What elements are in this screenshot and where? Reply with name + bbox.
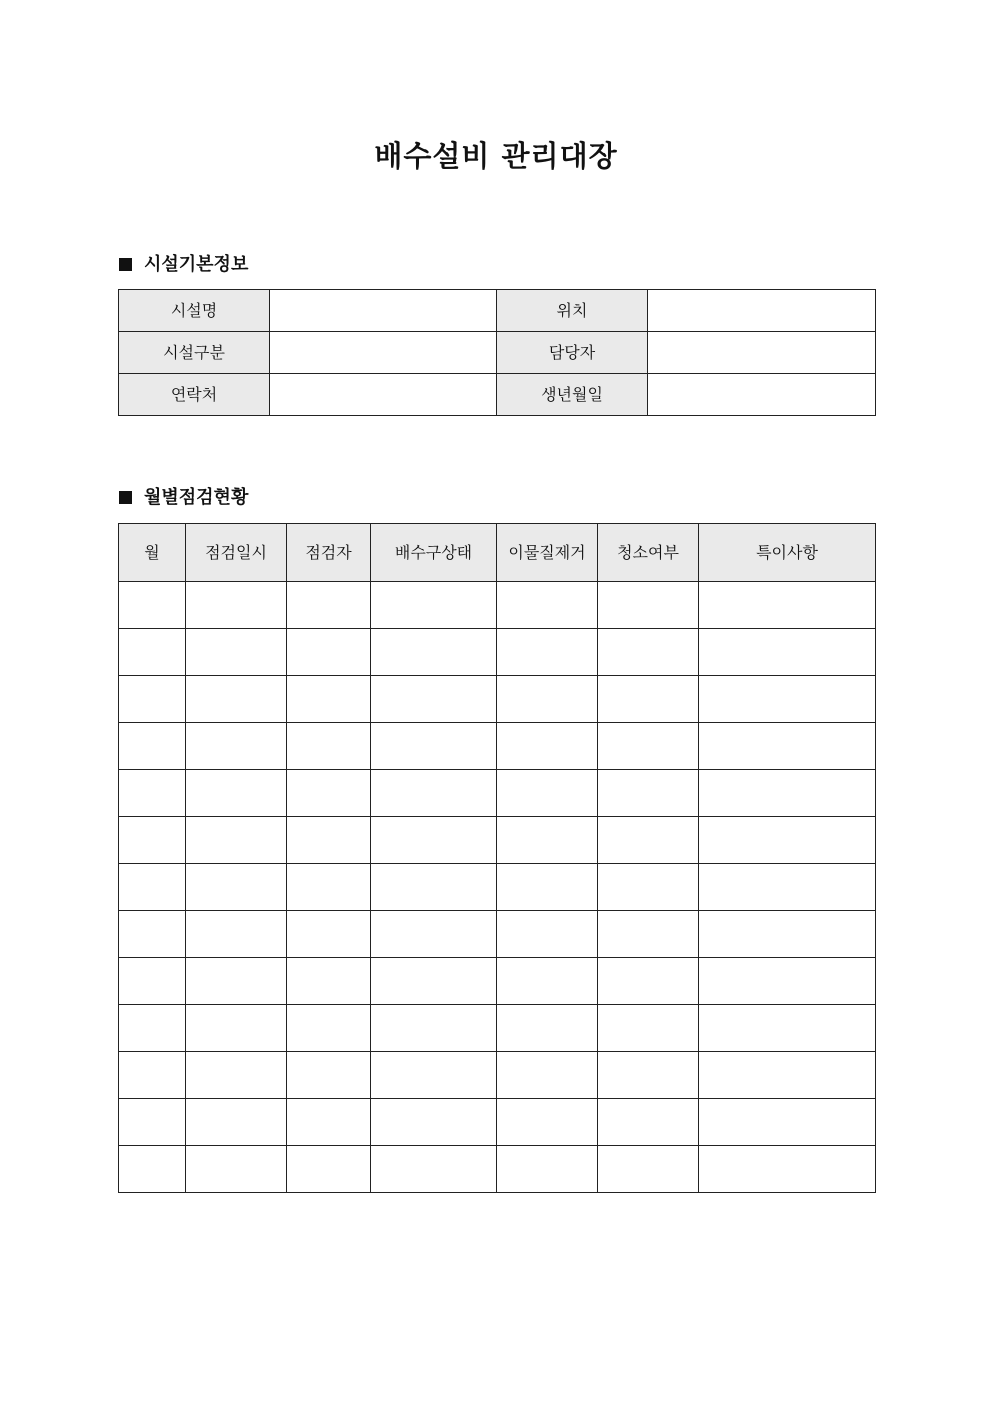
basic-info-row	[119, 374, 876, 416]
section-heading-monthly-inspection	[119, 486, 248, 510]
inspector-cell[interactable]	[287, 629, 371, 676]
inspection-datetime-cell[interactable]	[186, 582, 287, 629]
remarks-cell[interactable]	[699, 723, 876, 770]
debris-removal-cell[interactable]	[497, 1146, 598, 1193]
remarks-cell[interactable]	[699, 958, 876, 1005]
location-label: 위치	[497, 290, 648, 332]
inspector-cell[interactable]	[287, 1052, 371, 1099]
drain-condition-cell[interactable]	[371, 958, 497, 1005]
inspection-datetime-cell[interactable]	[186, 817, 287, 864]
cleaning-status-cell[interactable]	[598, 582, 699, 629]
month-cell[interactable]	[119, 817, 186, 864]
month-cell[interactable]	[119, 1005, 186, 1052]
location-field[interactable]	[648, 290, 876, 332]
month-cell[interactable]	[119, 723, 186, 770]
black-square-bullet-icon	[119, 491, 132, 504]
inspector-cell[interactable]	[287, 1005, 371, 1052]
drain-condition-cell[interactable]	[371, 1005, 497, 1052]
remarks-cell[interactable]	[699, 1146, 876, 1193]
inspector-cell[interactable]	[287, 817, 371, 864]
drain-condition-cell[interactable]	[371, 1146, 497, 1193]
drain-condition-cell[interactable]	[371, 629, 497, 676]
remarks-cell[interactable]	[699, 770, 876, 817]
monthly-inspection-table	[118, 523, 876, 1193]
inspection-datetime-cell[interactable]	[186, 723, 287, 770]
inspector-cell[interactable]	[287, 1146, 371, 1193]
remarks-cell[interactable]	[699, 1052, 876, 1099]
remarks-cell[interactable]	[699, 1099, 876, 1146]
remarks-cell[interactable]	[699, 1005, 876, 1052]
black-square-bullet-icon	[119, 258, 132, 271]
debris-removal-cell[interactable]	[497, 911, 598, 958]
birth-date-label: 생년월일	[497, 374, 648, 416]
table-row	[119, 911, 876, 958]
drain-condition-cell[interactable]	[371, 723, 497, 770]
column-header-debris-removal: 이물질제거	[497, 524, 598, 582]
remarks-cell[interactable]	[699, 817, 876, 864]
month-cell[interactable]	[119, 1099, 186, 1146]
debris-removal-cell[interactable]	[497, 958, 598, 1005]
debris-removal-cell[interactable]	[497, 629, 598, 676]
remarks-cell[interactable]	[699, 676, 876, 723]
cleaning-status-cell[interactable]	[598, 629, 699, 676]
table-row	[119, 770, 876, 817]
column-header-cleaning-status: 청소여부	[598, 524, 699, 582]
drain-condition-cell[interactable]	[371, 817, 497, 864]
table-row	[119, 817, 876, 864]
contact-label: 연락처	[119, 374, 270, 416]
month-cell[interactable]	[119, 1052, 186, 1099]
cleaning-status-cell[interactable]	[598, 817, 699, 864]
table-header-row	[119, 524, 876, 582]
inspection-datetime-cell[interactable]	[186, 770, 287, 817]
month-cell[interactable]	[119, 770, 186, 817]
debris-removal-cell[interactable]	[497, 582, 598, 629]
table-row	[119, 1052, 876, 1099]
cleaning-status-cell[interactable]	[598, 770, 699, 817]
cleaning-status-cell[interactable]	[598, 864, 699, 911]
inspection-datetime-cell[interactable]	[186, 1005, 287, 1052]
inspection-datetime-cell[interactable]	[186, 1146, 287, 1193]
table-row	[119, 864, 876, 911]
table-row	[119, 676, 876, 723]
inspection-datetime-cell[interactable]	[186, 958, 287, 1005]
drain-condition-cell[interactable]	[371, 676, 497, 723]
inspector-cell[interactable]	[287, 958, 371, 1005]
cleaning-status-cell[interactable]	[598, 1005, 699, 1052]
cleaning-status-cell[interactable]	[598, 1099, 699, 1146]
drain-condition-cell[interactable]	[371, 864, 497, 911]
contact-field[interactable]	[270, 374, 497, 416]
inspector-cell[interactable]	[287, 864, 371, 911]
table-row	[119, 958, 876, 1005]
inspection-datetime-cell[interactable]	[186, 864, 287, 911]
debris-removal-cell[interactable]	[497, 817, 598, 864]
basic-info-row	[119, 290, 876, 332]
drain-condition-cell[interactable]	[371, 1052, 497, 1099]
inspector-cell[interactable]	[287, 1099, 371, 1146]
debris-removal-cell[interactable]	[497, 1005, 598, 1052]
remarks-cell[interactable]	[699, 911, 876, 958]
column-header-drain-condition: 배수구상태	[371, 524, 497, 582]
column-header-inspector: 점검자	[287, 524, 371, 582]
inspector-cell[interactable]	[287, 582, 371, 629]
inspection-datetime-cell[interactable]	[186, 1052, 287, 1099]
debris-removal-cell[interactable]	[497, 1052, 598, 1099]
manager-field[interactable]	[648, 332, 876, 374]
inspector-cell[interactable]	[287, 676, 371, 723]
inspector-cell[interactable]	[287, 723, 371, 770]
debris-removal-cell[interactable]	[497, 864, 598, 911]
table-row	[119, 1099, 876, 1146]
section-heading-monthly-inspection-label: 월별점검현황	[144, 487, 249, 508]
facility-name-field[interactable]	[270, 290, 497, 332]
inspection-datetime-cell[interactable]	[186, 676, 287, 723]
inspector-cell[interactable]	[287, 770, 371, 817]
remarks-cell[interactable]	[699, 582, 876, 629]
section-heading-basic-info	[119, 253, 248, 277]
table-row	[119, 1146, 876, 1193]
inspection-datetime-cell[interactable]	[186, 1099, 287, 1146]
column-header-inspection-datetime: 점검일시	[186, 524, 287, 582]
drain-condition-cell[interactable]	[371, 1099, 497, 1146]
column-header-remarks: 특이사항	[699, 524, 876, 582]
drain-condition-cell[interactable]	[371, 582, 497, 629]
drain-condition-cell[interactable]	[371, 770, 497, 817]
cleaning-status-cell[interactable]	[598, 911, 699, 958]
inspection-datetime-cell[interactable]	[186, 911, 287, 958]
debris-removal-cell[interactable]	[497, 770, 598, 817]
month-cell[interactable]	[119, 582, 186, 629]
debris-removal-cell[interactable]	[497, 723, 598, 770]
debris-removal-cell[interactable]	[497, 1099, 598, 1146]
cleaning-status-cell[interactable]	[598, 1052, 699, 1099]
month-cell[interactable]	[119, 629, 186, 676]
basic-info-table	[118, 289, 876, 416]
basic-info-row	[119, 332, 876, 374]
debris-removal-cell[interactable]	[497, 676, 598, 723]
drain-condition-cell[interactable]	[371, 911, 497, 958]
month-cell[interactable]	[119, 864, 186, 911]
table-row	[119, 629, 876, 676]
cleaning-status-cell[interactable]	[598, 1146, 699, 1193]
month-cell[interactable]	[119, 911, 186, 958]
document-title: 배수설비 관리대장	[374, 139, 618, 173]
inspection-datetime-cell[interactable]	[186, 629, 287, 676]
birth-date-field[interactable]	[648, 374, 876, 416]
cleaning-status-cell[interactable]	[598, 723, 699, 770]
month-cell[interactable]	[119, 1146, 186, 1193]
cleaning-status-cell[interactable]	[598, 958, 699, 1005]
remarks-cell[interactable]	[699, 864, 876, 911]
cleaning-status-cell[interactable]	[598, 676, 699, 723]
month-cell[interactable]	[119, 676, 186, 723]
remarks-cell[interactable]	[699, 629, 876, 676]
table-row	[119, 1005, 876, 1052]
column-header-month: 월	[119, 524, 186, 582]
facility-name-label: 시설명	[119, 290, 270, 332]
facility-type-label: 시설구분	[119, 332, 270, 374]
table-row	[119, 723, 876, 770]
inspector-cell[interactable]	[287, 911, 371, 958]
facility-type-field[interactable]	[270, 332, 497, 374]
section-heading-basic-info-label: 시설기본정보	[144, 254, 249, 275]
table-row	[119, 582, 876, 629]
month-cell[interactable]	[119, 958, 186, 1005]
manager-label: 담당자	[497, 332, 648, 374]
